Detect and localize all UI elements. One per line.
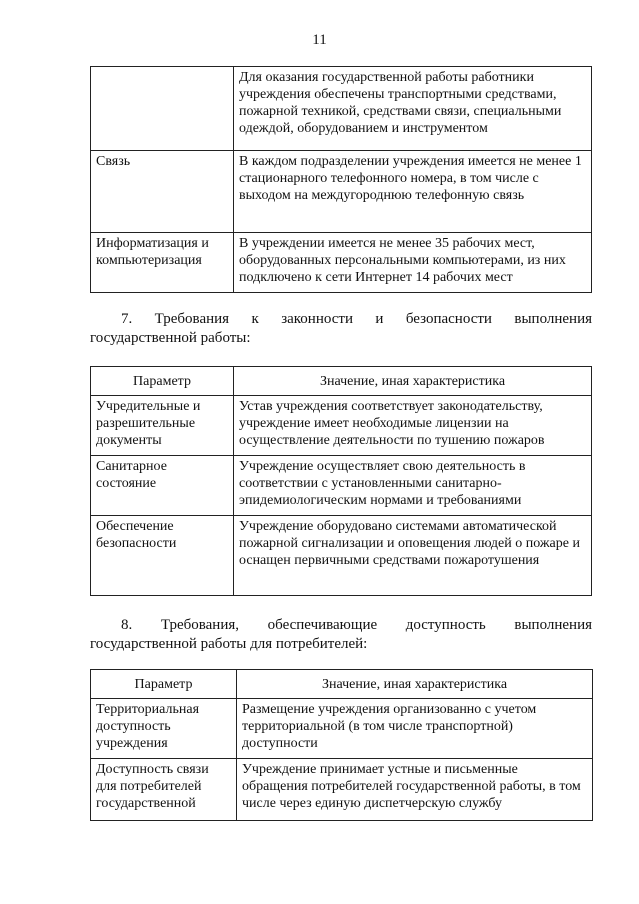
table-row	[91, 456, 592, 516]
table-row	[91, 699, 593, 759]
table-row	[91, 396, 592, 456]
table-row	[91, 233, 592, 293]
table-row	[91, 151, 592, 233]
value-cell: Устав учреждения соответствует законодательству, учреждение имеет необходимые лицензии на осуществление деятельности по тушению пожаров	[234, 396, 592, 456]
param-cell	[91, 67, 234, 151]
param-cell: Доступность связи для потребителей государственной	[91, 759, 237, 821]
param-cell: Обеспечение безопасности	[91, 516, 234, 596]
param-cell: Связь	[91, 151, 234, 233]
value-cell: Учреждение оборудовано системами автоматической пожарной сигнализации и оповещения людей о пожаре и оснащен первичными средствами пожаротушения	[234, 516, 592, 596]
table-row	[91, 516, 592, 596]
table-header-row	[91, 670, 593, 699]
value-cell: В каждом подразделении учреждения имеется не менее 1 стационарного телефонного номера, в том числе с выходом на междугороднюю телефонную связь	[234, 151, 592, 233]
section-8-line1: 8. Требования, обеспечивающие доступность выполнения	[121, 617, 592, 633]
accessibility-table	[90, 669, 593, 821]
section-7-line2: государственной работы:	[90, 330, 251, 346]
section-8-line2: государственной работы для потребителей:	[90, 636, 368, 652]
param-cell: Учредительные и разрешительные документы	[91, 396, 234, 456]
value-cell: В учреждении имеется не менее 35 рабочих мест, оборудованных персональными компьютерами, из них подключено к сети Интернет 14 рабочих мест	[234, 233, 592, 293]
table-row	[91, 67, 592, 151]
param-cell: Территориальная доступность учреждения	[91, 699, 237, 759]
legality-safety-table	[90, 366, 592, 596]
value-cell: Для оказания государственной работы работники учреждения обеспечены транспортными средствами, пожарной техникой, средствами связи, специальными одеждой, оборудованием и инструментом	[234, 67, 592, 151]
header-value: Значение, иная характеристика	[237, 670, 593, 699]
value-cell: Учреждение принимает устные и письменные обращения потребителей государственной работы, в том числе через единую диспетчерскую службу	[237, 759, 593, 821]
table-row	[91, 759, 593, 821]
table-header-row	[91, 367, 592, 396]
header-param: Параметр	[91, 670, 237, 699]
value-cell: Размещение учреждения организованно с учетом территориальной (в том числе транспортной) доступности	[237, 699, 593, 759]
resources-table	[90, 66, 592, 293]
section-8-heading	[90, 616, 592, 654]
header-param: Параметр	[91, 367, 234, 396]
value-cell: Учреждение осуществляет свою деятельность в соответствии с установленными санитарно-эпидемиологическим нормами и требованиями	[234, 456, 592, 516]
param-cell: Информатизация и компьютеризация	[91, 233, 234, 293]
page-number: 11	[312, 32, 327, 48]
param-cell: Санитарное состояние	[91, 456, 234, 516]
section-7-line1: 7. Требования к законности и безопасности выполнения	[121, 311, 592, 327]
header-value: Значение, иная характеристика	[234, 367, 592, 396]
section-7-heading	[90, 310, 592, 348]
